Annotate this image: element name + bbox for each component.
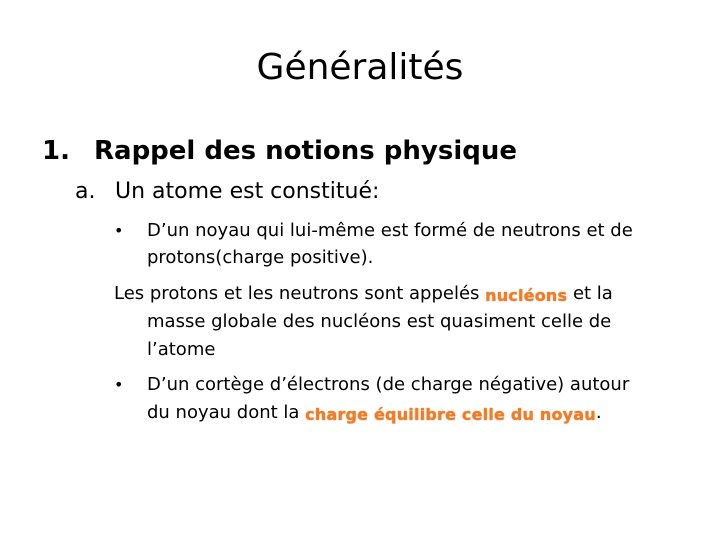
subsection-letter: a. [75,179,96,204]
paragraph-line3: l’atome [147,339,216,360]
nucleons-highlight: nucléons [485,286,568,305]
bullet2-line2 [147,400,602,428]
paragraph-line1 [114,281,613,309]
bullet2-line1: D’un cortège d’électrons (de charge négative) autour [147,374,630,395]
bullet1-line2: protons(charge positive). [147,247,374,268]
subsection-label: Un atome est constitué: [115,179,380,204]
section-heading [42,133,517,169]
bullet2-line2-end: . [595,402,602,423]
section-number: 1. [42,136,70,166]
bullet1-line1: D’un noyau qui lui-même est formé de neutrons et de [147,220,633,241]
subsection-heading [75,176,379,208]
bullet2-line2-start: du noyau dont la [147,402,306,423]
paragraph-line2: masse globale des nucléons est quasiment celle de [147,311,612,332]
paragraph-line1-end: et la [567,283,613,304]
paragraph-line1-start: Les protons et les neutrons sont appelés [114,283,486,304]
bullet-marker: • [114,375,124,394]
charge-highlight: charge équilibre celle du noyau [305,405,596,424]
bullet-marker: • [114,221,124,240]
slide-title: Généralités [256,47,464,88]
section-label: Rappel des notions physique [94,136,517,166]
